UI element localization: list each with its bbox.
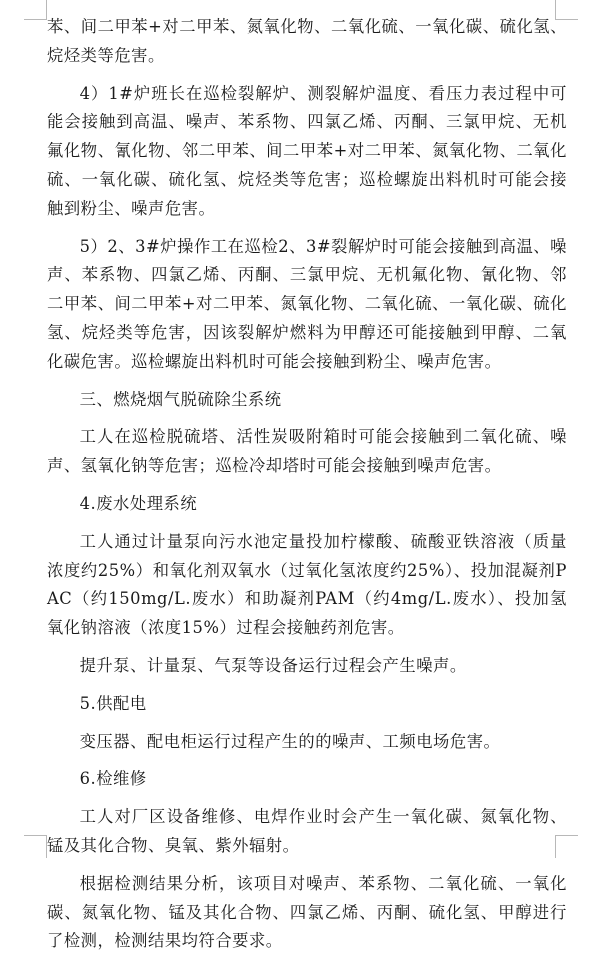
- paragraph-conclusion: 根据检测结果分析，该项目对噪声、苯系物、二氧化硫、一氧化碳、氮氧化物、锰及其化合物、四氯乙烯、丙酮、硫化氢、甲醇进行了检测，检测结果均符合要求。: [47, 873, 567, 951]
- section-heading-wastewater: 4.废水处理系统: [79, 493, 198, 513]
- paragraph-furnace-1-team-leader: 4）1#炉班长在巡检裂解炉、测裂解炉温度、看压力表过程中可能会接触到高温、噪声、苯系物、四氯乙烯、丙酮、三氯甲烷、无机氟化物、氰化物、邻二甲苯、间二甲苯+对二甲苯、氮氧化物、二氧化硫、一氧化碳、硫化氢、烷烃类等危害；巡检螺旋出料机时可能会接触到粉尘、噪声危害。: [47, 83, 567, 218]
- paragraph-desulfurization: 工人在巡检脱硫塔、活性炭吸附箱时可能会接触到二氧化硫、噪声、氢氧化钠等危害；巡检冷却塔时可能会接触到噪声危害。: [47, 427, 567, 476]
- corner-crop-mark-top-left: [24, 0, 47, 20]
- paragraph-maintenance: 工人对厂区设备维修、电焊作业时会产生一氧化碳、氮氧化物、锰及其化合物、臭氧、紫外辐射。: [47, 807, 567, 855]
- paragraph-wastewater-chemicals: 工人通过计量泵向污水池定量投加柠檬酸、硫酸亚铁溶液（质量浓度约25%）和氧化剂双氧水（过氧化氢浓度约25%）、投加混凝剂PAC（约150mg/L.废水）和助凝剂PAM（约4mg/L.废水）、投加氢氧化钠溶液（浓度15%）过程会接触药剂危害。: [47, 531, 567, 638]
- paragraph-furnace-2-3-operator: 5）2、3#炉操作工在巡检2、3#裂解炉时可能会接触到高温、噪声、苯系物、四氯乙烯、丙酮、三氯甲烷、无机氟化物、氰化物、邻二甲苯、间二甲苯+对二甲苯、氮氧化物、二氧化硫、一氧化碳、硫化氢、烷烃类等危害，因该裂解炉燃料为甲醇还可能接触到甲醇、二氧化碳危害。巡检螺旋出料机时可能会接触到粉尘、噪声危害。: [47, 236, 567, 371]
- section-heading-power-supply: 5.供配电: [79, 693, 147, 713]
- paragraph-continued-hazards: 苯、间二甲苯+对二甲苯、氮氧化物、二氧化硫、一氧化碳、硫化氢、烷烃类等危害。: [47, 17, 567, 65]
- corner-crop-mark-bottom-left: [24, 835, 47, 858]
- paragraph-power-supply: 变压器、配电柜运行过程产生的的噪声、工频电场危害。: [79, 731, 501, 751]
- document-body: [47, 13, 567, 965]
- section-heading-desulfurization: 三、燃烧烟气脱硫除尘系统: [79, 389, 282, 409]
- section-heading-maintenance: 6.检维修: [79, 769, 147, 789]
- paragraph-wastewater-noise: 提升泵、计量泵、气泵等设备运行过程会产生噪声。: [79, 655, 467, 675]
